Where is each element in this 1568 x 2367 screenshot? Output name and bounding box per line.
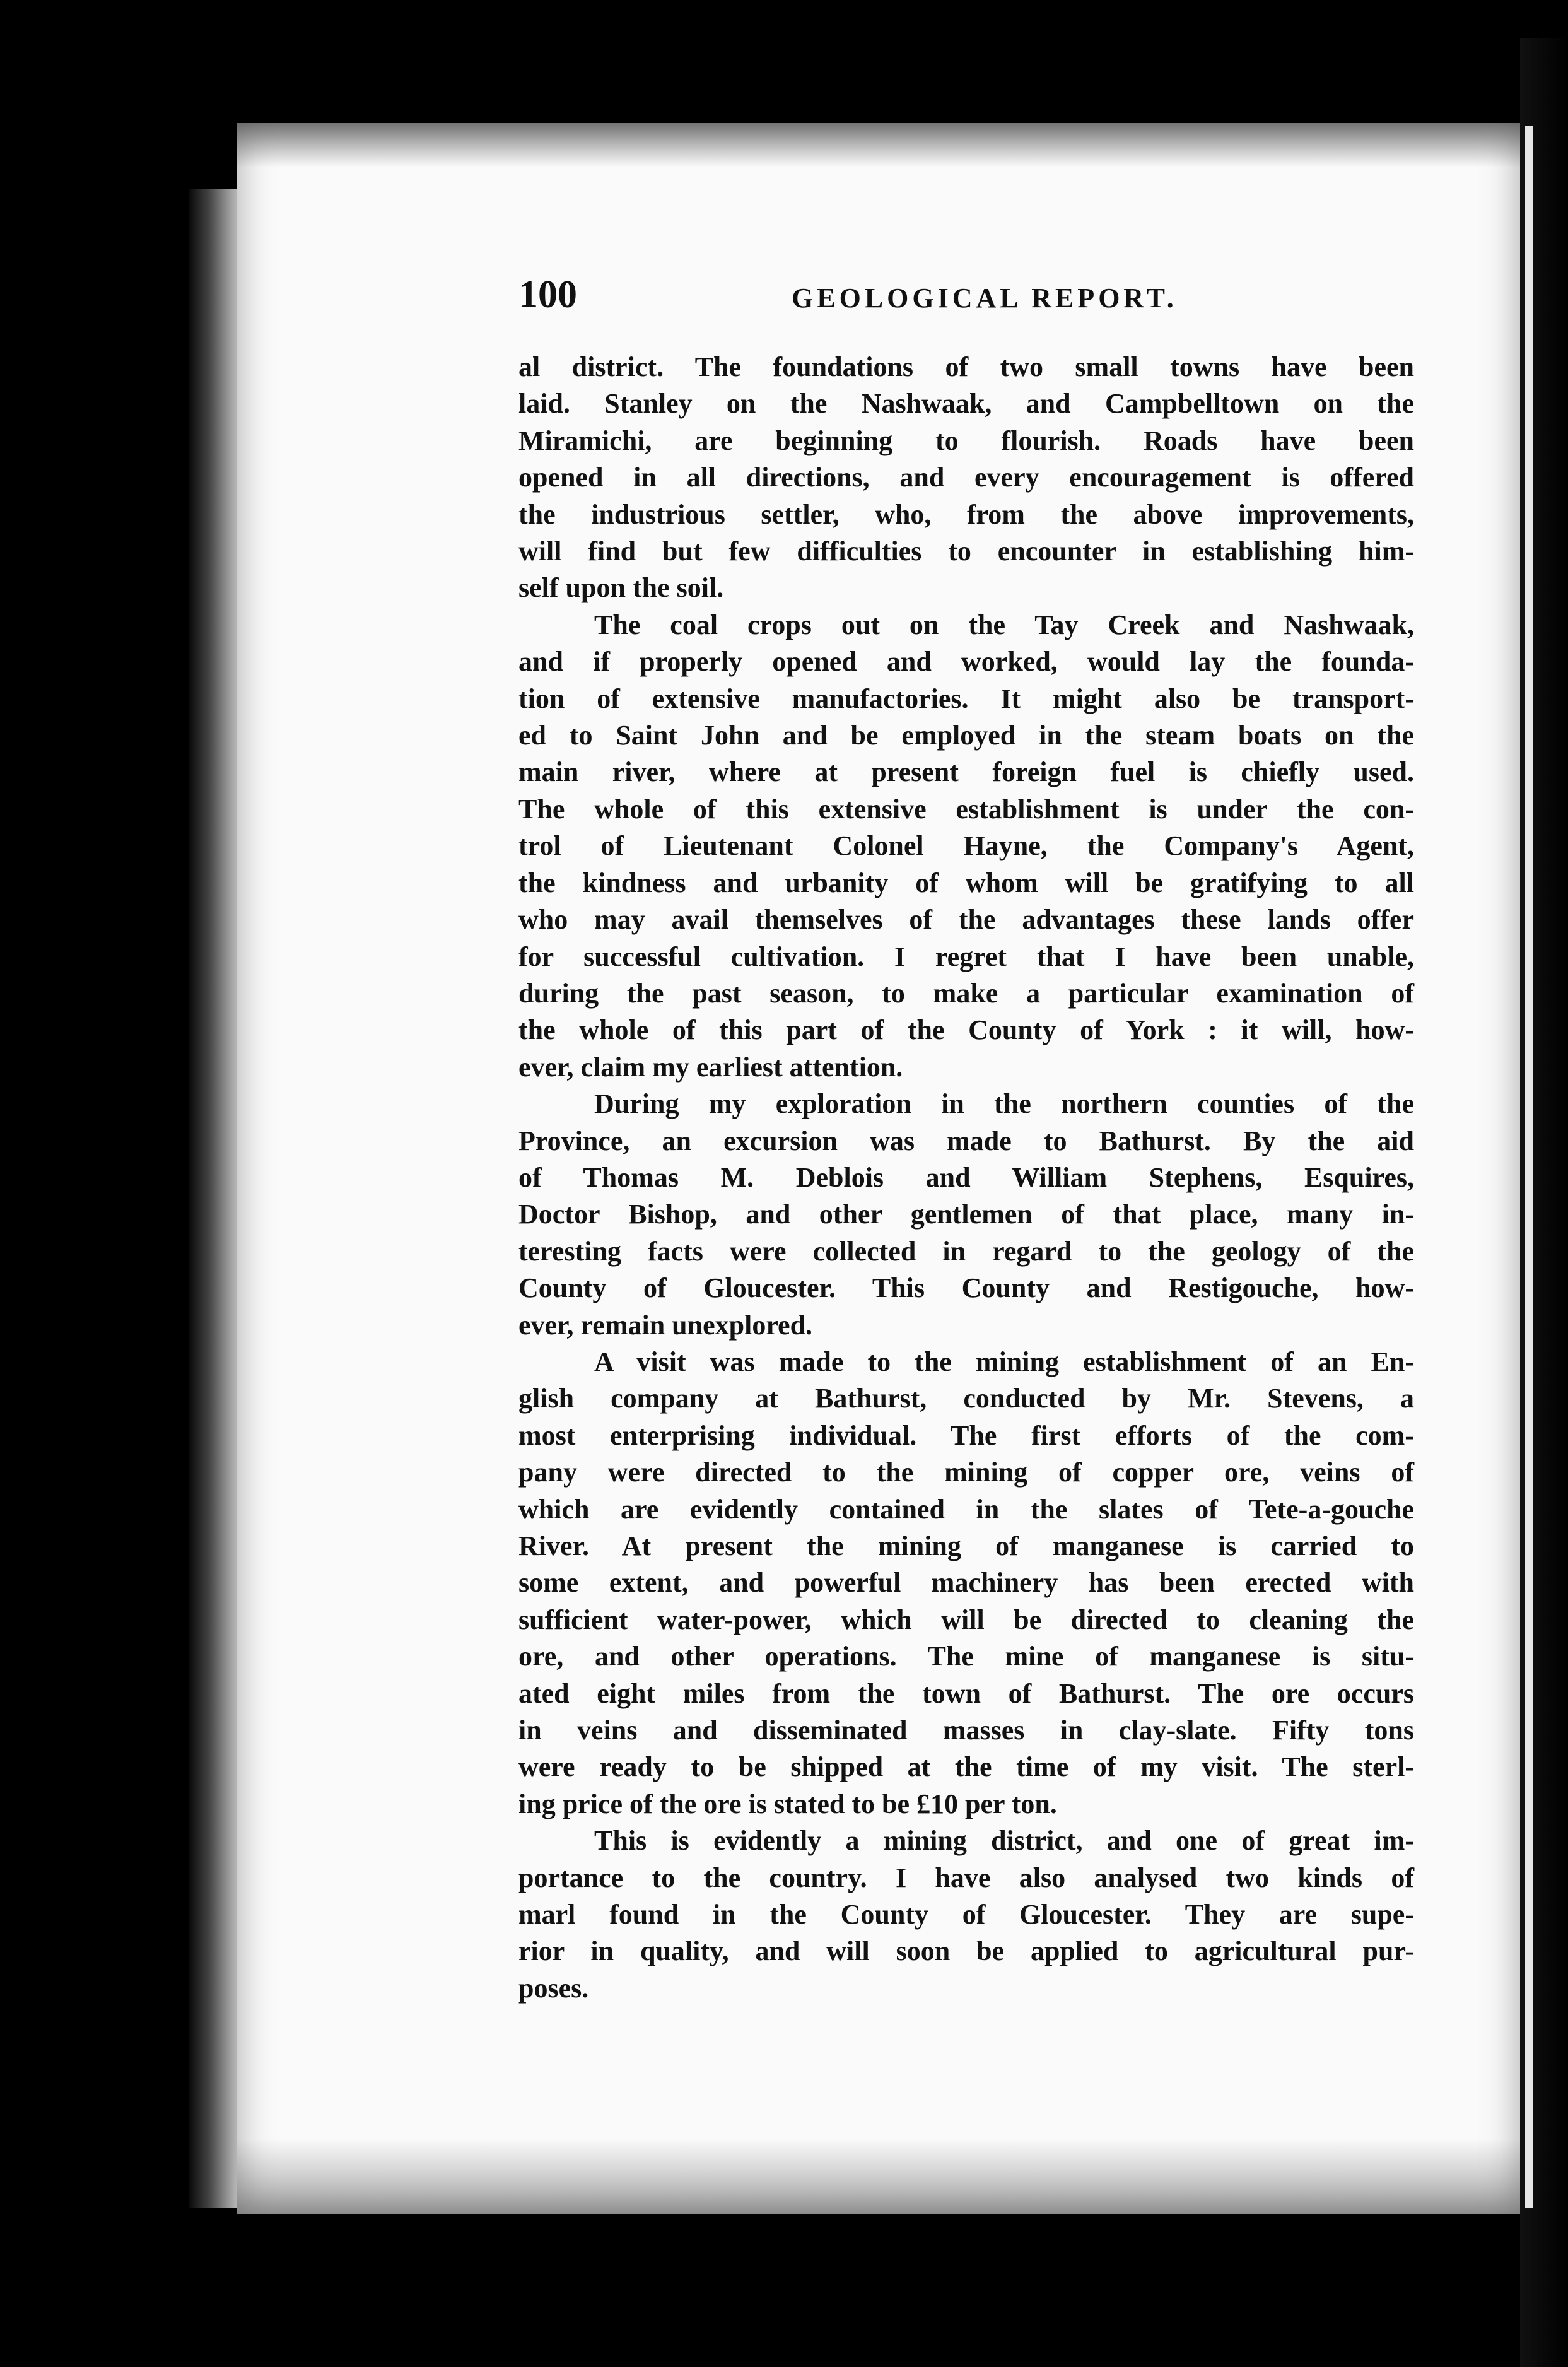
text-line: who may avail themselves of the advantages these lands offer xyxy=(518,904,1414,936)
text-line: of Thomas M. Deblois and William Stephens, Esquires, xyxy=(518,1161,1414,1193)
text-line: pany were directed to the mining of copper ore, veins of xyxy=(518,1457,1414,1488)
text-line: During my exploration in the northern counties of the xyxy=(594,1088,1414,1120)
text-line: the kindness and urbanity of whom will be gratifying to all xyxy=(518,867,1414,898)
text-line: the whole of this part of the County of York : it will, how- xyxy=(518,1014,1414,1046)
text-line: marl found in the County of Gloucester. They are supe- xyxy=(518,1899,1414,1930)
page-number: 100 xyxy=(518,273,577,316)
text-line: trol of Lieutenant Colonel Hayne, the Company's Agent, xyxy=(518,830,1414,862)
facing-page-strip xyxy=(1525,126,1533,2208)
text-line: The whole of this extensive establishment is under the con- xyxy=(518,793,1414,825)
text-line: ing price of the ore is stated to be £10 per ton. xyxy=(518,1788,1057,1819)
text-line: ed to Saint John and be employed in the steam boats on the xyxy=(518,720,1414,751)
text-line: during the past season, to make a particular examination of xyxy=(518,977,1414,1009)
text-line: Miramichi, are beginning to flourish. Roads have been xyxy=(518,425,1414,456)
text-line: and if properly opened and worked, would lay the founda- xyxy=(518,646,1414,678)
text-line: self upon the soil. xyxy=(518,572,724,604)
text-line: teresting facts were collected in regard to the geology of the xyxy=(518,1235,1414,1267)
text-line: were ready to be shipped at the time of my visit. The sterl- xyxy=(518,1751,1414,1783)
text-line: some extent, and powerful machinery has been erected with xyxy=(518,1567,1414,1599)
text-line: opened in all directions, and every encouragement is offered xyxy=(518,462,1414,493)
text-line: the industrious settler, who, from the above improvements, xyxy=(518,498,1414,530)
text-line: most enterprising individual. The first efforts of the com- xyxy=(518,1419,1414,1451)
text-line: glish company at Bathurst, conducted by Mr. Stevens, a xyxy=(518,1383,1414,1414)
text-line: Province, an excursion was made to Bathurst. By the aid xyxy=(518,1125,1414,1156)
text-line: rior in quality, and will soon be applied to agricultural pur- xyxy=(518,1935,1414,1967)
text-line: laid. Stanley on the Nashwaak, and Campbelltown on the xyxy=(518,388,1414,420)
text-line: sufficient water-power, which will be directed to cleaning the xyxy=(518,1604,1414,1635)
text-line: which are evidently contained in the slates of Tete-a-gouche xyxy=(518,1493,1414,1525)
text-line: ever, remain unexplored. xyxy=(518,1309,813,1341)
text-line: County of Gloucester. This County and Restigouche, how- xyxy=(518,1272,1414,1304)
text-line: This is evidently a mining district, and one of great im- xyxy=(594,1825,1414,1857)
text-line: A visit was made to the mining establishment of an En- xyxy=(594,1346,1414,1377)
text-line: tion of extensive manufactories. It might also be transport- xyxy=(518,683,1414,714)
text-line: ore, and other operations. The mine of manganese is situ- xyxy=(518,1641,1414,1672)
text-line: main river, where at present foreign fuel is chiefly used. xyxy=(518,756,1414,788)
text-line: for successful cultivation. I regret that I have been unable, xyxy=(518,941,1414,972)
text-line: portance to the country. I have also analysed two kinds of xyxy=(518,1862,1414,1893)
body-text xyxy=(518,349,1414,2007)
text-line: Doctor Bishop, and other gentlemen of that place, many in- xyxy=(518,1199,1414,1230)
text-line: The coal crops out on the Tay Creek and Nashwaak, xyxy=(594,609,1414,640)
text-line: ated eight miles from the town of Bathurst. The ore occurs xyxy=(518,1677,1414,1709)
text-line: al district. The foundations of two small towns have been xyxy=(518,351,1414,382)
text-line: River. At present the mining of manganese is carried to xyxy=(518,1530,1414,1561)
text-line: will find but few difficulties to encounter in establishing him- xyxy=(518,536,1414,567)
running-head-title: GEOLOGICAL REPORT. xyxy=(792,283,1178,314)
text-line: ever, claim my earliest attention. xyxy=(518,1051,903,1083)
text-line: in veins and disseminated masses in clay-slate. Fifty tons xyxy=(518,1715,1414,1746)
text-line: poses. xyxy=(518,1972,589,2004)
